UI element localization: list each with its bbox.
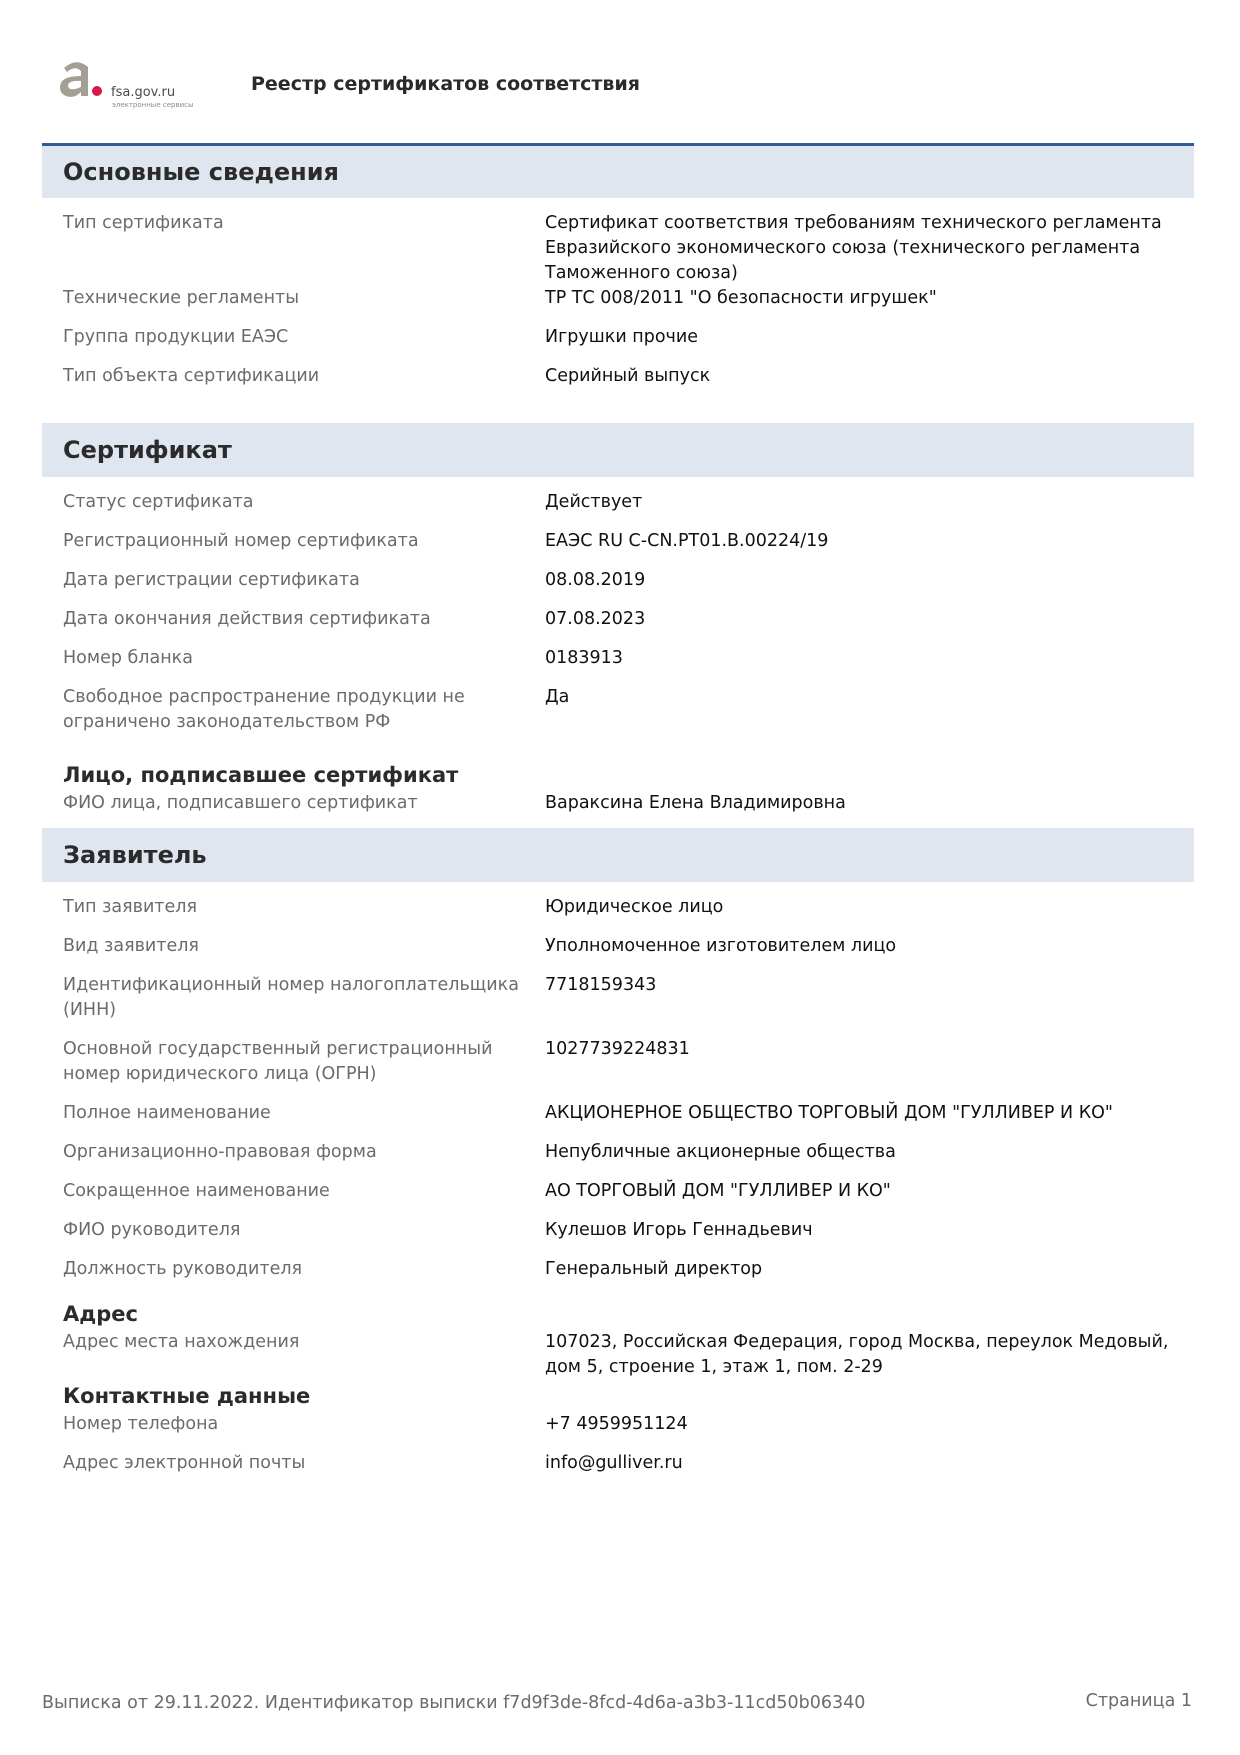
info-row-object-type [42,364,1194,389]
field-label: Вид заявителя [63,936,199,956]
logo-subtitle: электронные сервисы [112,101,194,109]
info-row-applicant-type [42,895,1194,920]
info-row-blank-number [42,646,1194,671]
field-value: АКЦИОНЕРНОЕ ОБЩЕСТВО ТОРГОВЫЙ ДОМ "ГУЛЛИВЕР И КО" [545,1103,1113,1123]
section-title: Заявитель [63,841,207,869]
field-value: 07.08.2023 [545,609,646,629]
info-row-full-name [42,1101,1194,1126]
section-applicant [42,882,1194,1506]
field-label: Идентификационный номер налогоплательщика (ИНН) [63,975,519,1020]
field-label: Технические регламенты [63,288,300,308]
info-row-applicant-kind [42,934,1194,959]
field-label: Номер бланка [63,648,193,668]
info-row-status [42,490,1194,515]
field-label: Должность руководителя [63,1259,303,1279]
field-label: Адрес места нахождения [63,1332,300,1352]
info-row-legal-form [42,1140,1194,1165]
field-value: 08.08.2019 [545,570,646,590]
section-certificate [42,477,1194,832]
field-value: АО ТОРГОВЫЙ ДОМ "ГУЛЛИВЕР И КО" [545,1181,891,1201]
field-value: Игрушки прочие [545,327,699,347]
section-basic [42,198,1194,419]
info-row-email [42,1451,1194,1476]
field-label: Дата окончания действия сертификата [63,609,431,629]
field-value: ЕАЭС RU С-CN.РТ01.В.00224/19 [545,531,829,551]
info-row-inn [42,973,1194,1023]
field-value: 1027739224831 [545,1039,690,1059]
section-header-applicant [42,828,1194,882]
field-value: Серийный выпуск [545,366,711,386]
field-value: Действует [545,492,643,512]
field-value: Сертификат соответствия требованиям технического регламента Евразийского экономического союза (технического регламента Таможенного союза) [545,213,1162,283]
subsection-title-signer: Лицо, подписавшее сертификат [63,763,459,787]
field-label: Сокращенное наименование [63,1181,330,1201]
info-row-expiry-date [42,607,1194,632]
logo-domain-text: fsa.gov.ru [111,85,176,100]
subsection-title-contacts: Контактные данные [63,1384,311,1408]
subsection-title-address: Адрес [63,1302,138,1326]
info-row-phone [42,1412,1194,1437]
page-header [0,0,1240,145]
section-header-basic [42,143,1194,198]
info-row-director-position [42,1257,1194,1282]
field-label: Дата регистрации сертификата [63,570,360,590]
field-value: ТР ТС 008/2011 "О безопасности игрушек" [545,288,937,308]
field-label: Регистрационный номер сертификата [63,531,419,551]
field-value: Вараксина Елена Владимировна [545,793,846,813]
field-value: Уполномоченное изготовителем лицо [545,936,897,956]
field-value: Генеральный директор [545,1259,763,1279]
fsa-logo-icon [58,58,110,102]
info-row-director-name [42,1218,1194,1243]
field-value: +7 4959951124 [545,1414,688,1434]
field-label: Организационно-правовая форма [63,1142,377,1162]
info-row-address [42,1330,1194,1380]
field-value: 7718159343 [545,975,657,995]
field-value: info@gulliver.ru [545,1453,683,1473]
field-value: 107023, Российская Федерация, город Москва, переулок Медовый, дом 5, строение 1, этаж 1, пом. 2-29 [545,1332,1169,1377]
fsa-logo[interactable] [58,58,208,110]
field-label: ФИО руководителя [63,1220,241,1240]
info-row-free-distribution [42,685,1194,735]
field-label: Полное наименование [63,1103,271,1123]
section-title: Сертификат [63,436,232,464]
info-row-regulations [42,286,1194,311]
field-value: Да [545,687,570,707]
field-label: Тип объекта сертификации [63,366,320,386]
info-row-signer [42,791,1194,816]
info-row-short-name [42,1179,1194,1204]
field-label: Статус сертификата [63,492,254,512]
field-value: Юридическое лицо [545,897,724,917]
section-header-certificate [42,423,1194,477]
info-row-reg-date [42,568,1194,593]
extract-id-text: Выписка от 29.11.2022. Идентификатор выписки f7d9f3de-8fcd-4d6a-a3b3-11cd50b06340 [42,1693,866,1713]
field-label: Номер телефона [63,1414,219,1434]
field-value: Непубличные акционерные общества [545,1142,896,1162]
certificate-document [42,143,1194,1506]
info-row-certificate-type [42,211,1194,286]
info-row-product-group [42,325,1194,350]
field-label: Тип сертификата [63,213,224,233]
page-title: Реестр сертификатов соответствия [251,73,640,95]
field-label: Группа продукции ЕАЭС [63,327,289,347]
page-footer [42,1693,1192,1719]
field-label: Основной государственный регистрационный номер юридического лица (ОГРН) [63,1039,493,1084]
field-label: ФИО лица, подписавшего сертификат [63,793,418,813]
section-title: Основные сведения [63,158,339,186]
field-value: Кулешов Игорь Геннадьевич [545,1220,813,1240]
page-number: Страница 1 [1085,1691,1192,1711]
info-row-reg-number [42,529,1194,554]
info-row-ogrn [42,1037,1194,1087]
field-label: Адрес электронной почты [63,1453,306,1473]
field-label: Тип заявителя [63,897,197,917]
field-value: 0183913 [545,648,623,668]
field-label: Свободное распространение продукции не ограничено законодательством РФ [63,687,465,732]
